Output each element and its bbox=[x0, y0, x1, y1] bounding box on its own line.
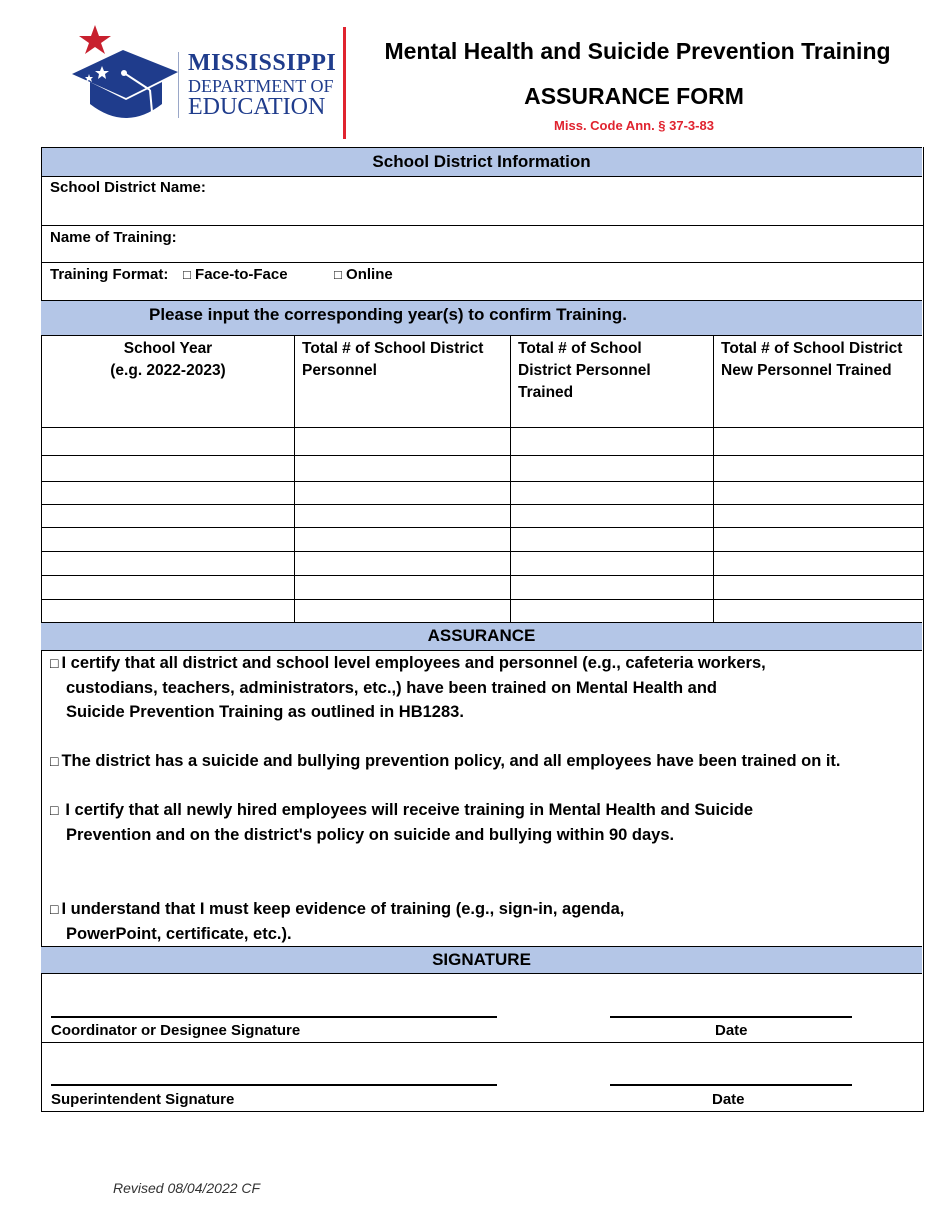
divider bbox=[41, 1042, 923, 1043]
signature-heading: SIGNATURE bbox=[41, 946, 922, 974]
page-title: Mental Health and Suicide Prevention Training bbox=[384, 38, 891, 64]
logo-wordmark-mississippi: MISSISSIPPI bbox=[188, 50, 337, 76]
superintendent-signature-line[interactable] bbox=[51, 1084, 497, 1086]
district-name-label: School District Name: bbox=[50, 179, 206, 196]
assurance-item-policy[interactable] bbox=[50, 749, 920, 774]
superintendent-signature-label: Superintendent Signature bbox=[51, 1091, 235, 1108]
logo-wordmark-education: EDUCATION bbox=[188, 94, 326, 120]
training-name-field[interactable] bbox=[42, 226, 922, 262]
row-divider bbox=[41, 551, 923, 552]
statute-citation: Miss. Code Ann. § 37-3-83 bbox=[554, 118, 714, 133]
format-option-face-to-face[interactable] bbox=[183, 266, 288, 283]
row-divider bbox=[41, 455, 923, 456]
coordinator-date-label: Date bbox=[715, 1022, 748, 1039]
col-total-personnel: Total # of School District Personnel bbox=[302, 340, 484, 379]
assurance-item-trained[interactable] bbox=[50, 651, 766, 725]
col-divider bbox=[510, 335, 511, 622]
row-divider bbox=[41, 481, 923, 482]
form-subtitle: ASSURANCE FORM bbox=[524, 83, 744, 109]
checkbox-icon[interactable]: □ bbox=[50, 655, 59, 671]
format-option-label: Online bbox=[346, 266, 393, 283]
coordinator-signature-line[interactable] bbox=[51, 1016, 497, 1018]
assurance-text: The district has a suicide and bullying prevention policy, and all employees have been trained on it. bbox=[61, 752, 841, 770]
years-heading: Please input the corresponding year(s) to confirm Training. bbox=[41, 300, 922, 336]
checkbox-icon[interactable]: □ bbox=[50, 901, 59, 917]
training-format-label: Training Format: bbox=[50, 266, 169, 283]
assurance-item-evidence[interactable] bbox=[50, 897, 706, 946]
assurance-text: I understand that I must keep evidence of training (e.g., sign-in, agenda, PowerPoint, certificate, etc.). bbox=[61, 900, 625, 943]
district-name-field[interactable] bbox=[42, 176, 922, 225]
row-divider bbox=[41, 427, 923, 428]
form-bottom-border bbox=[41, 1111, 923, 1112]
assurance-item-new-hires[interactable] bbox=[50, 798, 756, 847]
row-divider bbox=[41, 527, 923, 528]
col-personnel-trained: Total # of School District Personnel Trained bbox=[518, 340, 651, 401]
superintendent-date-label: Date bbox=[712, 1091, 745, 1108]
row-divider bbox=[41, 575, 923, 576]
assurance-heading: ASSURANCE bbox=[41, 622, 922, 651]
training-name-label: Name of Training: bbox=[50, 229, 177, 246]
divider bbox=[41, 262, 923, 263]
checkbox-icon[interactable]: □ bbox=[183, 267, 191, 282]
format-option-label: Face-to-Face bbox=[195, 266, 288, 283]
revision-note: Revised 08/04/2022 CF bbox=[113, 1180, 261, 1196]
checkbox-icon[interactable]: □ bbox=[50, 753, 59, 769]
logo-wordmark-department: DEPARTMENT OF bbox=[188, 76, 334, 96]
assurance-text: I certify that all district and school level employees and personnel (e.g., cafeteria workers, custodians, teachers, administrators, etc.,) have been trained on Mental Health and Suicide Prevention Training as outlined in HB1283. bbox=[61, 654, 766, 721]
district-info-heading: School District Information bbox=[41, 147, 922, 177]
col-new-personnel-trained: Total # of School District New Personnel Trained bbox=[721, 340, 903, 379]
coordinator-date-line[interactable] bbox=[610, 1016, 852, 1018]
col-school-year: School Year (e.g. 2022-2023) bbox=[110, 340, 226, 379]
superintendent-date-line[interactable] bbox=[610, 1084, 852, 1086]
row-divider bbox=[41, 504, 923, 505]
checkbox-icon[interactable]: □ bbox=[334, 267, 342, 282]
coordinator-signature-label: Coordinator or Designee Signature bbox=[51, 1022, 301, 1039]
checkbox-icon[interactable]: □ bbox=[50, 802, 63, 818]
format-option-online[interactable] bbox=[334, 266, 393, 283]
row-divider bbox=[41, 599, 923, 600]
col-divider bbox=[294, 335, 295, 622]
header-divider bbox=[343, 27, 346, 139]
assurance-text: I certify that all newly hired employees will receive training in Mental Health and Suicide Prevention and on the district's policy on suicide and bullying within 90 days. bbox=[65, 801, 754, 844]
col-divider bbox=[713, 335, 714, 622]
mde-logo bbox=[68, 22, 358, 142]
